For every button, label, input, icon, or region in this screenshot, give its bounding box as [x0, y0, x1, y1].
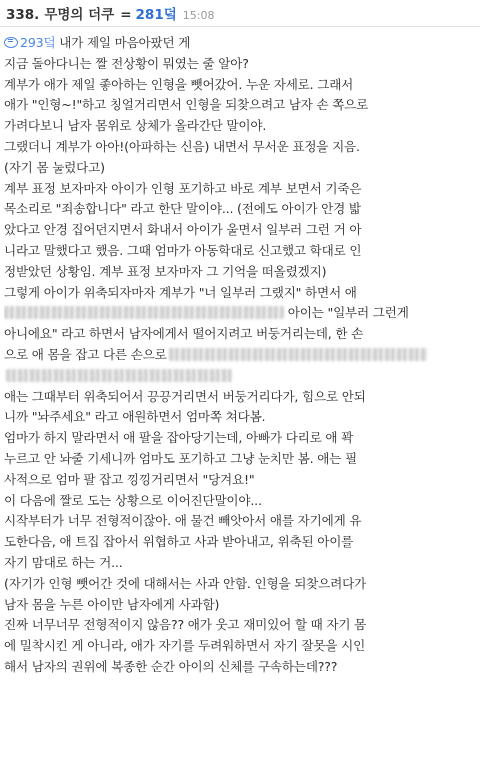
text-line-redacted [4, 366, 476, 387]
text-line: 그랬더니 계부가 아아!(아파하는 신음) 내면서 무서운 표정을 지음. [4, 138, 360, 154]
text-line: 사적으로 엄마 팔 잡고 낑낑거리면서 "당겨요!" [4, 471, 255, 487]
post-time: 15:08 [182, 9, 215, 22]
redacted-text [6, 369, 232, 382]
text-line: 누르고 안 놔줄 기세니까 엄마도 포기하고 그냥 눈치만 봄. 애는 필 [4, 450, 357, 466]
text-fragment: 아이는 "일부러 그런게 [284, 305, 409, 321]
text-line: 에 밀착시킨 게 아니라, 애가 자기를 두려워하면서 자기 잘못을 시인 [4, 638, 366, 654]
reply-text: 내가 제일 마음아팠던 게 [55, 35, 191, 50]
text-line: 지금 돌아다니는 짤 전상황이 뭐였는 줄 알아? [4, 55, 249, 71]
post-header [6, 3, 214, 23]
text-line: 목소리로 "죄송합니다" 라고 한단 말이야... (전에도 아이가 안경 밟 [4, 201, 361, 217]
text-line: 았다고 안경 집어던지면서 화내서 아이가 울면서 일부러 그런 거 아 [4, 222, 362, 238]
text-fragment: 으로 애 몸을 잡고 다른 손으로 [4, 346, 167, 362]
text-line: 이 다음에 짤로 도는 상황으로 이어진단말이야... [4, 492, 262, 508]
comment-body [4, 33, 476, 678]
header-divider [0, 26, 480, 27]
text-line: 애가 "인형~!"하고 칭얼거리면서 인형을 되찾으려고 남자 손 쪽으로 [4, 97, 369, 113]
text-line-redacted [4, 345, 476, 366]
text-line: 시작부터가 너무 전형적이잖아. 애 물건 빼앗아서 애를 자기에게 유 [4, 513, 362, 529]
text-line: 아니에요" 라고 하면서 남자에게서 떨어지려고 버둥거리는데, 한 손 [4, 326, 364, 342]
text-line-redacted [4, 303, 476, 324]
text-line: 자기 맘대로 하는 거... [4, 554, 123, 570]
redacted-text [169, 348, 427, 361]
author-nickname[interactable]: 무명의 더쿠 [44, 7, 115, 23]
text-line: (자기 몸 눌렀다고) [4, 159, 105, 175]
text-line: 도한다음, 애 트집 잡아서 위협하고 사과 받아내고, 위축된 아이를 [4, 534, 354, 550]
post-number: 338. [6, 7, 40, 23]
reply-line [4, 33, 476, 54]
text-line: 계부 표정 보자마자 아이가 인형 포기하고 바로 계부 보면서 기죽은 [4, 180, 362, 196]
text-line: 가려다보니 남자 몸위로 상체가 올라간단 말이야. [4, 118, 267, 134]
text-line: 해서 남자의 권위에 복종한 순간 아이의 신체를 구속하는데??? [4, 658, 338, 674]
comment-number-link[interactable]: 281덬 [135, 7, 177, 23]
reply-reference-link[interactable]: 293덬 [20, 35, 56, 50]
text-line: 정받았던 상황임. 계부 표정 보자마자 그 기억을 떠올렸겠지) [4, 263, 327, 279]
redacted-text [4, 306, 284, 319]
text-line: 계부가 애가 제일 좋아하는 인형을 뺏어갔어. 누운 자세로. 그래서 [4, 76, 354, 92]
text-line: 니까 "놔주세요" 라고 애원하면서 엄마쪽 쳐다봄. [4, 409, 266, 425]
text-line: 그렇게 아이가 위축되자마자 계부가 "너 일부러 그랬지" 하면서 애 [4, 284, 357, 300]
text-line: 엄마가 하지 말라면서 애 팔을 잡아당기는데, 아빠가 다리로 애 꽉 [4, 430, 354, 446]
text-line: 남자 몸을 누른 아이만 남자에게 사과함) [4, 596, 220, 612]
reply-arrow-icon [4, 37, 18, 48]
text-line: 진짜 너무너무 전형적이지 않음?? 애가 웃고 재미있어 할 때 자기 몸 [4, 617, 367, 633]
text-line: 니라고 말했다고 했음. 그때 엄마가 아동학대로 신고했고 학대로 인 [4, 242, 362, 258]
text-line: 애는 그때부터 위축되어서 끙끙거리면서 버둥거리다가, 힘으로 안되 [4, 388, 366, 404]
equals-sign: = [120, 7, 132, 23]
text-line: (자기가 인형 뺏어간 것에 대해서는 사과 안함. 인형을 되찾으려다가 [4, 575, 367, 591]
